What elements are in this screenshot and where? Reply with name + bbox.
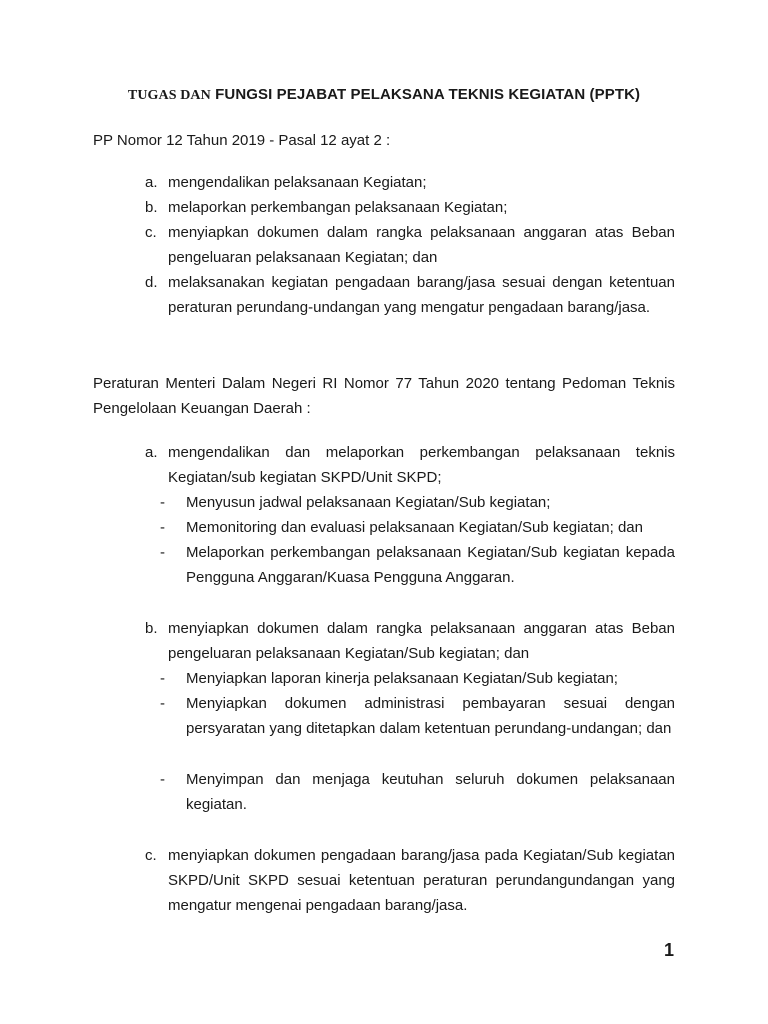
list-marker: - bbox=[160, 670, 165, 687]
list-item-text: menyiapkan dokumen dalam rangka pelaksanaan anggaran atas Beban pengeluaran pelaksanaan Kegiatan; dan bbox=[168, 224, 675, 266]
section2-item-b-sub-1 bbox=[160, 666, 675, 691]
document-title bbox=[0, 86, 768, 104]
section2-item-b-sub-3 bbox=[160, 767, 675, 817]
list-item-text: Memonitoring dan evaluasi pelaksanaan Kegiatan/Sub kegiatan; dan bbox=[186, 519, 643, 536]
list-item-text: Melaporkan perkembangan pelaksanaan Kegiatan/Sub kegiatan kepada Pengguna Anggaran/Kuasa Pengguna Anggaran. bbox=[186, 544, 675, 586]
list-item-text: Menyusun jadwal pelaksanaan Kegiatan/Sub kegiatan; bbox=[186, 494, 551, 511]
list-marker: d. bbox=[145, 274, 158, 291]
list-marker: - bbox=[160, 544, 165, 561]
list-marker: c. bbox=[145, 847, 157, 864]
list-marker: - bbox=[160, 695, 165, 712]
section1-item-b bbox=[145, 195, 675, 220]
list-marker: b. bbox=[145, 199, 158, 216]
section2-item-a bbox=[145, 440, 675, 490]
section2-item-b bbox=[145, 616, 675, 666]
section1-heading: PP Nomor 12 Tahun 2019 - Pasal 12 ayat 2 : bbox=[93, 132, 391, 149]
list-item-text: Menyiapkan dokumen administrasi pembayaran sesuai dengan persyaratan yang ditetapkan dalam ketentuan perundang-undangan; dan bbox=[186, 695, 675, 737]
list-item-text: menyiapkan dokumen pengadaan barang/jasa pada Kegiatan/Sub kegiatan SKPD/Unit SKPD sesuai ketentuan peraturan perundangundangan yang mengatur mengenai pengadaan barang/jasa. bbox=[168, 847, 675, 914]
list-item-text: melaksanakan kegiatan pengadaan barang/jasa sesuai dengan ketentuan peraturan perundang-undangan yang mengatur pengadaan barang/jasa. bbox=[168, 274, 675, 316]
list-item-text: mengendalikan pelaksanaan Kegiatan; bbox=[168, 174, 427, 191]
section1-item-d bbox=[145, 270, 675, 320]
section2-item-a-sub-1 bbox=[160, 490, 675, 515]
title-main: FUNGSI PEJABAT PELAKSANA TEKNIS KEGIATAN (PPTK) bbox=[215, 86, 641, 103]
page-number: 1 bbox=[663, 940, 674, 960]
list-marker: c. bbox=[145, 224, 157, 241]
section2-heading: Peraturan Menteri Dalam Negeri RI Nomor 77 Tahun 2020 tentang Pedoman Teknis Pengelolaan Keuangan Daerah : bbox=[93, 375, 675, 417]
list-marker: - bbox=[160, 519, 165, 536]
section1-item-a bbox=[145, 170, 675, 195]
title-prefix: TUGAS DAN bbox=[127, 88, 211, 103]
section2-item-b-sub-2 bbox=[160, 691, 675, 741]
list-item-text: mengendalikan dan melaporkan perkembangan pelaksanaan teknis Kegiatan/sub kegiatan SKPD/Unit SKPD; bbox=[168, 444, 675, 486]
list-marker: a. bbox=[145, 444, 158, 461]
list-item-text: menyiapkan dokumen dalam rangka pelaksanaan anggaran atas Beban pengeluaran pelaksanaan Kegiatan/Sub kegiatan; dan bbox=[168, 620, 675, 662]
list-item-text: melaporkan perkembangan pelaksanaan Kegiatan; bbox=[168, 199, 508, 216]
list-marker: - bbox=[160, 771, 165, 788]
section2-item-a-sub-2 bbox=[160, 515, 675, 540]
list-marker: - bbox=[160, 494, 165, 511]
section2-item-c bbox=[145, 843, 675, 918]
list-marker: a. bbox=[145, 174, 158, 191]
section2-item-a-sub-3 bbox=[160, 540, 675, 590]
list-marker: b. bbox=[145, 620, 158, 637]
list-item-text: Menyimpan dan menjaga keutuhan seluruh dokumen pelaksanaan kegiatan. bbox=[186, 771, 675, 813]
list-item-text: Menyiapkan laporan kinerja pelaksanaan Kegiatan/Sub kegiatan; bbox=[186, 670, 618, 687]
section1-item-c bbox=[145, 220, 675, 270]
